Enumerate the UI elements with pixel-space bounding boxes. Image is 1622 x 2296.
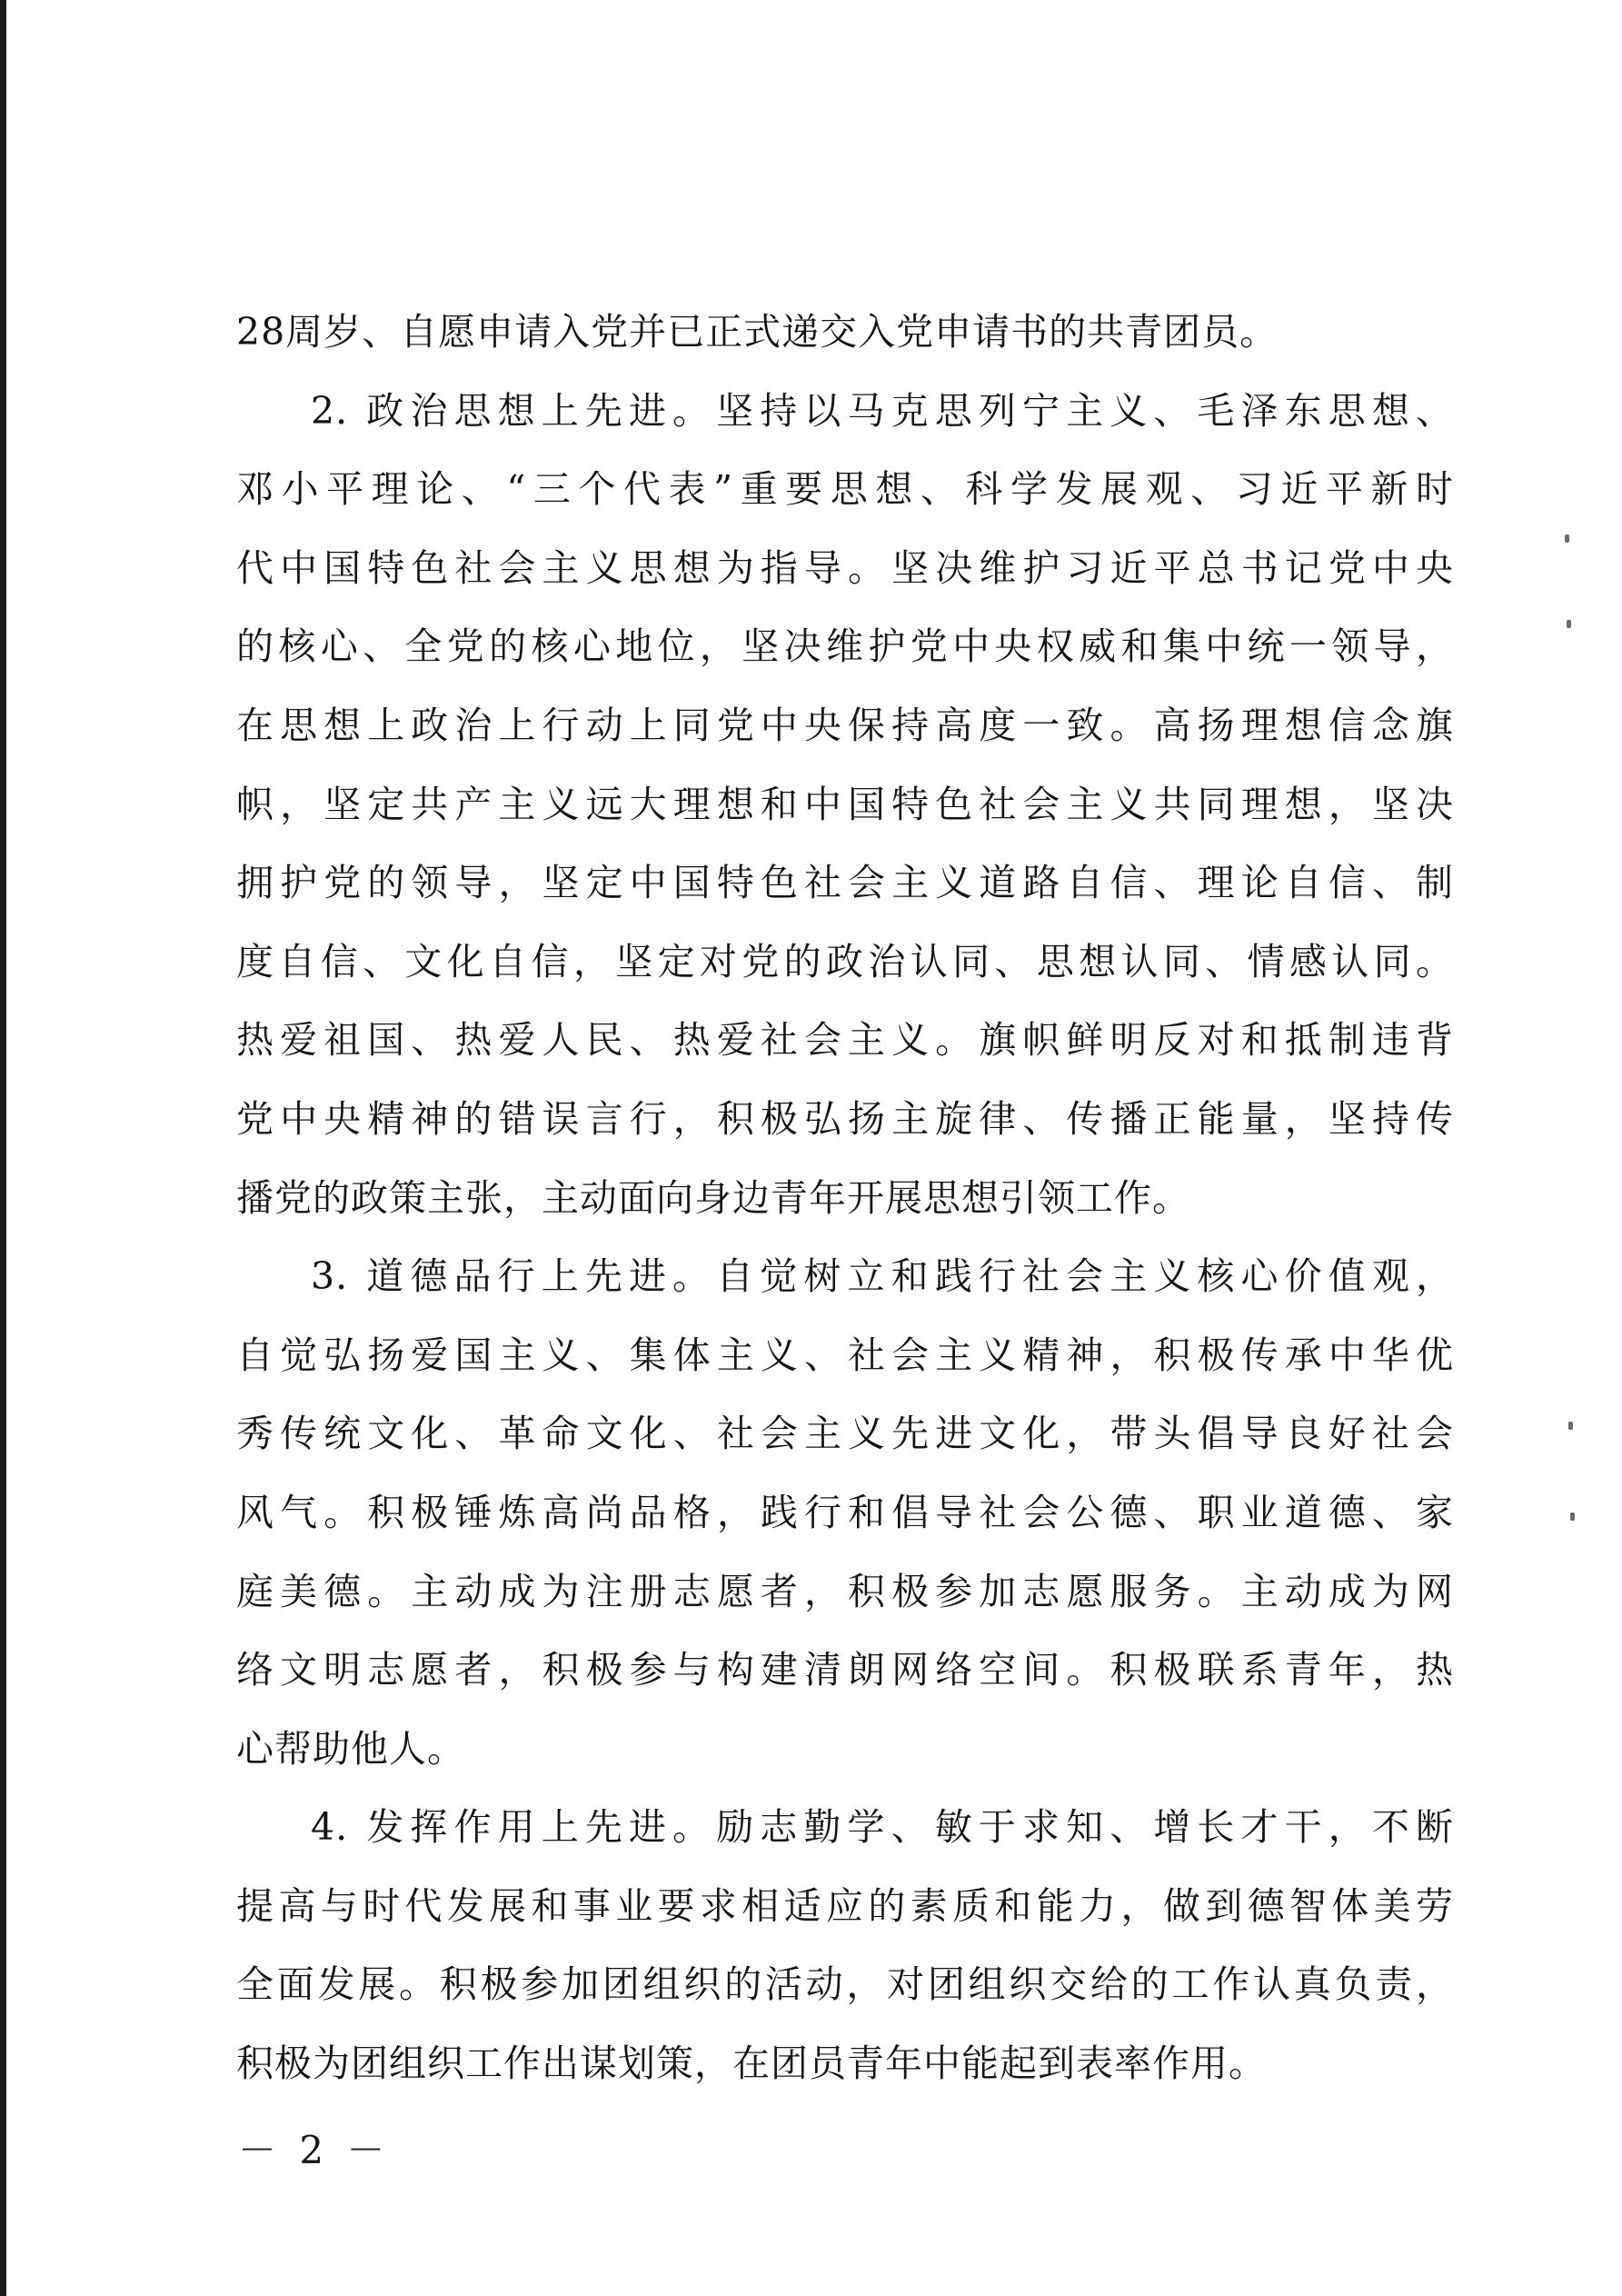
scan-speck (1570, 1512, 1575, 1521)
page-number: － 2 － (238, 2128, 391, 2172)
document-body (236, 293, 1454, 2103)
text-line: 热爱祖国、热爱人民、热爱社会主义。旗帜鲜明反对和抵制违背 (236, 1018, 1454, 1063)
text-line: 风气。积极锤炼高尚品格，践行和倡导社会公德、职业道德、家 (236, 1490, 1454, 1534)
text-line: 在思想上政治上行动上同党中央保持高度一致。高扬理想信念旗 (236, 703, 1454, 747)
text-line: 全面发展。积极参加团组织的活动，对团组织交给的工作认真负责， (236, 1962, 1454, 2007)
text-line: 庭美德。主动成为注册志愿者，积极参加志愿服务。主动成为网 (236, 1569, 1454, 1613)
paragraph-2-heading-line: 2. 政治思想上先进。坚持以马克思列宁主义、毛泽东思想、 (311, 388, 1454, 433)
text-line: 播党的政策主张，主动面向身边青年开展思想引领工作。 (236, 1175, 1190, 1220)
text-line: 代中国特色社会主义思想为指导。坚决维护习近平总书记党中央 (236, 545, 1454, 590)
text-line: 党中央精神的错误言行，积极弘扬主旋律、传播正能量，坚持传 (236, 1096, 1454, 1141)
scan-speck (1567, 620, 1571, 628)
scan-speck (1568, 1422, 1573, 1430)
text-line: 帜，坚定共产主义远大理想和中国特色社会主义共同理想，坚决 (236, 782, 1454, 826)
paragraph-4-heading-line: 4. 发挥作用上先进。励志勤学、敏于求知、增长才干，不断 (311, 1805, 1454, 1850)
text-line: 心帮助他人。 (236, 1726, 465, 1771)
text-line: 拥护党的领导，坚定中国特色社会主义道路自信、理论自信、制 (236, 861, 1454, 905)
text-line: 自觉弘扬爱国主义、集体主义、社会主义精神，积极传承中华优 (236, 1333, 1454, 1377)
text-line: 度自信、文化自信，坚定对党的政治认同、思想认同、情感认同。 (236, 939, 1454, 983)
text-line: 28周岁、自愿申请入党并已正式递交入党申请书的共青团员。 (236, 310, 1279, 354)
text-line: 的核心、全党的核心地位，坚决维护党中央权威和集中统一领导， (236, 624, 1454, 669)
text-line: 秀传统文化、革命文化、社会主义先进文化，带头倡导良好社会 (236, 1412, 1454, 1456)
scan-speck (1565, 534, 1569, 543)
paragraph-3-heading-line: 3. 道德品行上先进。自觉树立和践行社会主义核心价值观， (311, 1254, 1454, 1299)
scan-edge (0, 0, 6, 2296)
text-line: 邓小平理论、“三个代表”重要思想、科学发展观、习近平新时 (236, 467, 1454, 512)
text-line: 提高与时代发展和事业要求相适应的素质和能力，做到德智体美劳 (236, 1883, 1454, 1928)
text-line: 络文明志愿者，积极参与构建清朗网络空间。积极联系青年，热 (236, 1648, 1454, 1692)
text-line: 积极为团组织工作出谋划策，在团员青年中能起到表率作用。 (236, 2041, 1267, 2086)
